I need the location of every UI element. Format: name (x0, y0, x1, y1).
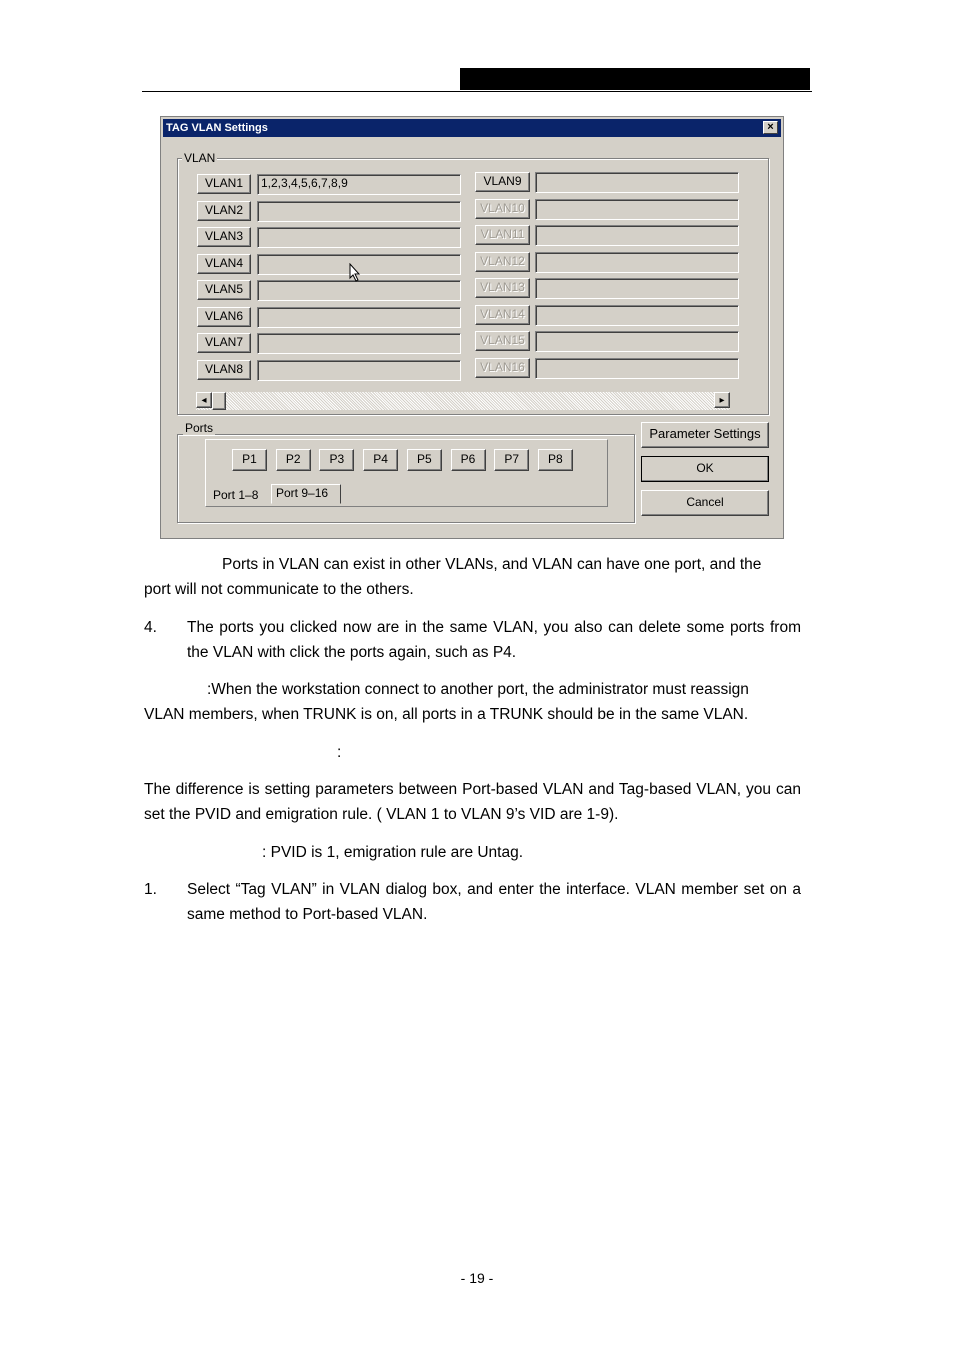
port-tab-1-8[interactable]: Port 1–8 (213, 488, 259, 502)
vlan-button-15: VLAN15 (475, 331, 530, 351)
vlan-ports-field-12[interactable] (535, 252, 739, 273)
scroll-thumb[interactable] (212, 392, 226, 410)
vlan-button-10: VLAN10 (475, 199, 530, 219)
default-line: : PVID is 1, emigration rule are Untag. (262, 844, 524, 861)
vlan-button-12: VLAN12 (475, 252, 530, 272)
vlan-ports-field-16[interactable] (535, 358, 739, 379)
port-button-p1[interactable]: P1 (232, 449, 267, 471)
close-button[interactable]: × (763, 121, 778, 134)
note-line2: VLAN members, when TRUNK is on, all ports in a TRUNK should be in the same VLAN. (144, 706, 749, 723)
vlan-ports-field-7[interactable] (257, 333, 461, 354)
port-button-p7[interactable]: P7 (494, 449, 529, 471)
vlan-ports-field-3[interactable] (257, 227, 461, 248)
vlan-button-9[interactable]: VLAN9 (475, 172, 530, 192)
vlan-button-8[interactable]: VLAN8 (197, 360, 251, 380)
dialog-title: TAG VLAN Settings (166, 122, 268, 134)
ok-button[interactable]: OK (641, 456, 769, 482)
para1-line2: port will not communicate to the others. (144, 581, 414, 598)
vlan-button-2[interactable]: VLAN2 (197, 201, 251, 221)
vlan-ports-field-1[interactable]: 1,2,3,4,5,6,7,8,9 (257, 174, 461, 195)
vlan-button-5[interactable]: VLAN5 (197, 280, 251, 300)
port-button-p5[interactable]: P5 (407, 449, 442, 471)
scroll-left-button[interactable]: ◂ (196, 392, 212, 408)
vlan-button-13: VLAN13 (475, 278, 530, 298)
vlan-button-11: VLAN11 (475, 225, 530, 245)
note-line1: :When the workstation connect to another port, the administrator must reassign (207, 681, 749, 698)
vlan-ports-field-6[interactable] (257, 307, 461, 328)
horizontal-scrollbar[interactable] (196, 392, 730, 410)
item1-number: 1. (144, 881, 157, 898)
vlan-ports-field-11[interactable] (535, 225, 739, 246)
page-number: - 19 - (460, 1270, 494, 1286)
para2: The difference is setting parameters between Port-based VLAN and Tag-based VLAN, you can set the PVID and emigration rule. ( VLAN 1 to VLAN 9’s VID are 1-9). (144, 781, 801, 823)
item4-number: 4. (144, 619, 157, 636)
header-bar (460, 68, 810, 90)
cancel-button[interactable]: Cancel (641, 490, 769, 516)
vlan-button-16: VLAN16 (475, 358, 530, 378)
vlan-button-1[interactable]: VLAN1 (197, 174, 251, 194)
item4-text: The ports you clicked now are in the same VLAN, you also can delete some ports from the VLAN with click the ports again, such as P4. (187, 619, 801, 661)
mouse-cursor-icon (349, 263, 361, 283)
vlan-group-label: VLAN (184, 151, 216, 165)
item1-text: Select “Tag VLAN” in VLAN dialog box, and enter the interface. VLAN member set on a same method to Port-based VLAN. (187, 881, 801, 923)
vlan-button-7[interactable]: VLAN7 (197, 333, 251, 353)
ports-group-label: Ports (185, 421, 214, 435)
port-button-p6[interactable]: P6 (451, 449, 486, 471)
vlan-ports-field-13[interactable] (535, 278, 739, 299)
scroll-right-button[interactable]: ▸ (714, 392, 730, 408)
vlan-ports-field-10[interactable] (535, 199, 739, 220)
vlan-button-6[interactable]: VLAN6 (197, 307, 251, 327)
header-rule (142, 91, 812, 92)
port-button-p8[interactable]: P8 (538, 449, 573, 471)
para1-line1: Ports in VLAN can exist in other VLANs, and VLAN can have one port, and the (222, 556, 762, 573)
port-button-p3[interactable]: P3 (319, 449, 354, 471)
vlan-ports-field-14[interactable] (535, 305, 739, 326)
vlan-button-3[interactable]: VLAN3 (197, 227, 251, 247)
heading-colon: : (337, 744, 342, 761)
vlan-button-14: VLAN14 (475, 305, 530, 325)
title-bar (163, 119, 781, 137)
vlan-ports-field-9[interactable] (535, 172, 739, 193)
vlan-ports-field-15[interactable] (535, 331, 739, 352)
port-button-p2[interactable]: P2 (276, 449, 311, 471)
port-tab-9-16[interactable]: Port 9–16 (271, 484, 341, 504)
vlan-ports-field-5[interactable] (257, 280, 461, 301)
vlan-ports-field-8[interactable] (257, 360, 461, 381)
port-button-p4[interactable]: P4 (363, 449, 398, 471)
tag-vlan-dialog (160, 116, 784, 539)
parameter-settings-button[interactable]: Parameter Settings (641, 422, 769, 448)
vlan-button-4[interactable]: VLAN4 (197, 254, 251, 274)
vlan-ports-field-2[interactable] (257, 201, 461, 222)
